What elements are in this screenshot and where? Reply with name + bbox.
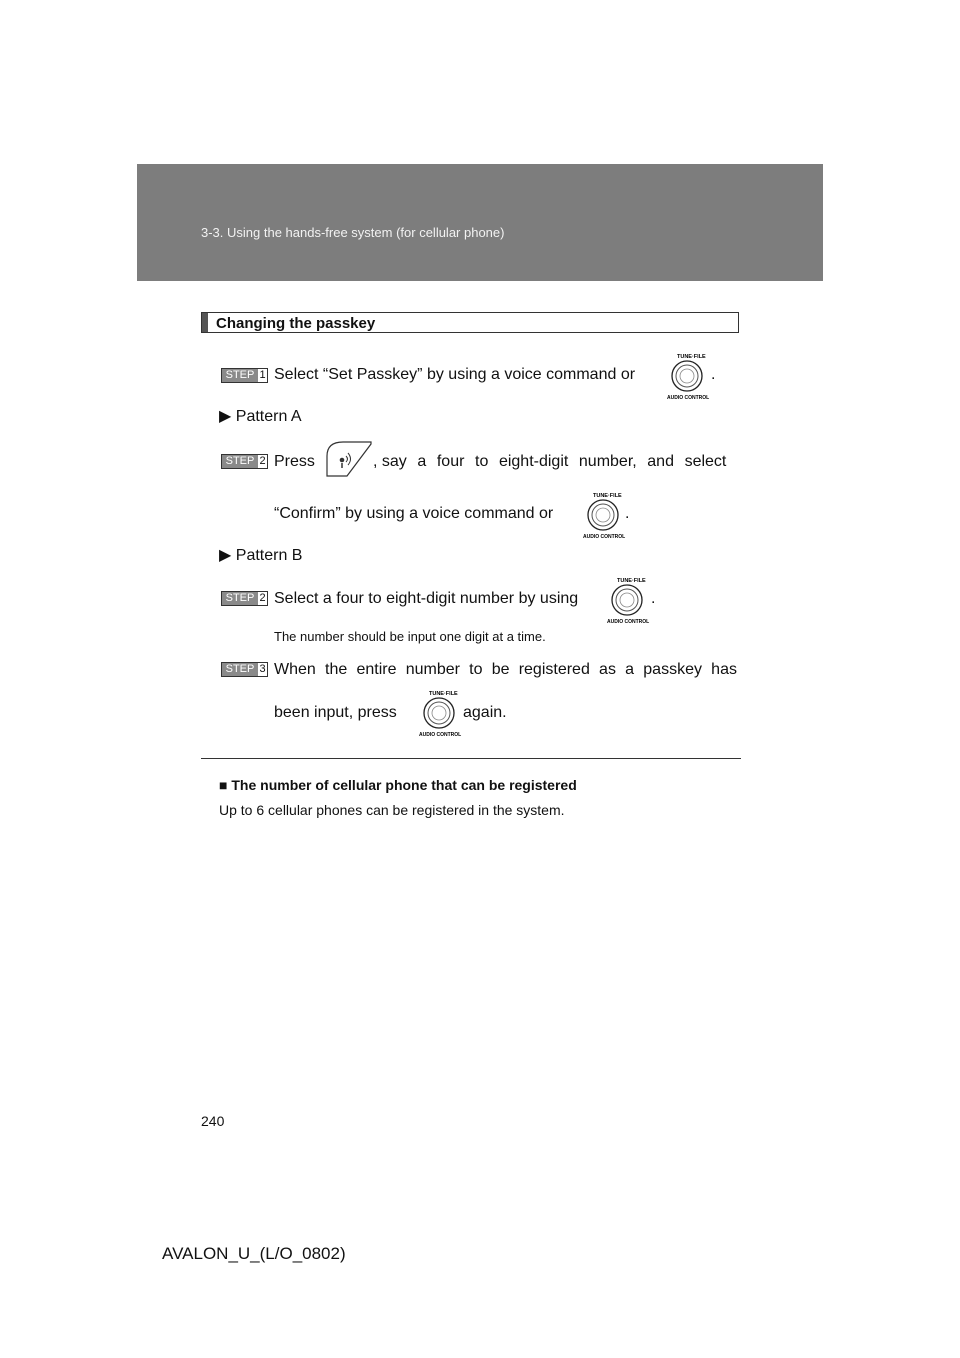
page-number: 240 [201,1113,225,1129]
heading-bar [202,313,208,332]
section-title: Changing the passkey [216,315,376,332]
step-number: 2 [259,455,266,467]
step-label: STEP [222,592,258,605]
step2a-line1: , say a four to eight-digit number, and select [373,453,727,470]
knob-top-label: TUNE·FILE [593,493,622,499]
knob-top-label: TUNE·FILE [617,578,646,584]
section-heading [201,312,739,333]
chapter-title: 3-3. Using the hands-free system (for cellular phone) [201,225,505,240]
tune-file-knob-icon [659,351,719,401]
info-heading [219,777,577,793]
step-label: STEP [222,663,258,676]
tune-file-knob-icon [599,575,659,625]
knob-top-label: TUNE·FILE [677,354,706,360]
divider [201,758,741,759]
step-badge-2a [221,454,268,469]
tune-file-knob-icon [411,688,471,738]
step2b-note: The number should be input one digit at a time. [274,629,546,644]
step-number: 2 [259,592,266,604]
step-number: 1 [259,369,266,381]
info-title: The number of cellular phone that can be registered [231,777,577,793]
step2b-period: . [651,590,656,607]
knob-bottom-label: AUDIO CONTROL [583,534,626,540]
square-bullet-icon: ■ [219,777,228,793]
step-label: STEP [222,455,258,468]
knob-bottom-label: AUDIO CONTROL [667,395,710,401]
triangle-icon: ▶ [219,408,232,425]
step-label: STEP [222,369,258,382]
step2b-text: Select a four to eight-digit number by using [274,590,579,607]
knob-bottom-label: AUDIO CONTROL [419,732,462,738]
step3-line2: been input, press [274,704,397,721]
talk-switch-icon [325,440,373,478]
knob-bottom-label: AUDIO CONTROL [607,619,650,625]
step3-line1: When the entire number to be registered as a passkey has [274,661,737,678]
step1-text: Select “Set Passkey” by using a voice command or [274,366,636,383]
step-badge-3 [221,662,268,677]
step2a-line2: “Confirm” by using a voice command or [274,505,554,522]
step-badge-1 [221,368,268,383]
step2a-press: Press [274,453,315,470]
step3-again: again. [463,704,507,721]
footer-code: AVALON_U_(L/O_0802) [162,1244,346,1263]
chapter-header [137,164,823,281]
step-badge-2b [221,591,268,606]
triangle-icon: ▶ [219,547,232,564]
pattern-a-label: ▶ Pattern A [219,408,302,425]
step1-period: . [711,366,716,383]
knob-top-label: TUNE·FILE [429,691,458,697]
pattern-b-label: ▶ Pattern B [219,547,303,564]
step2a-period: . [625,505,630,522]
info-body: Up to 6 cellular phones can be registered in the system. [219,802,565,818]
step-number: 3 [259,663,266,675]
